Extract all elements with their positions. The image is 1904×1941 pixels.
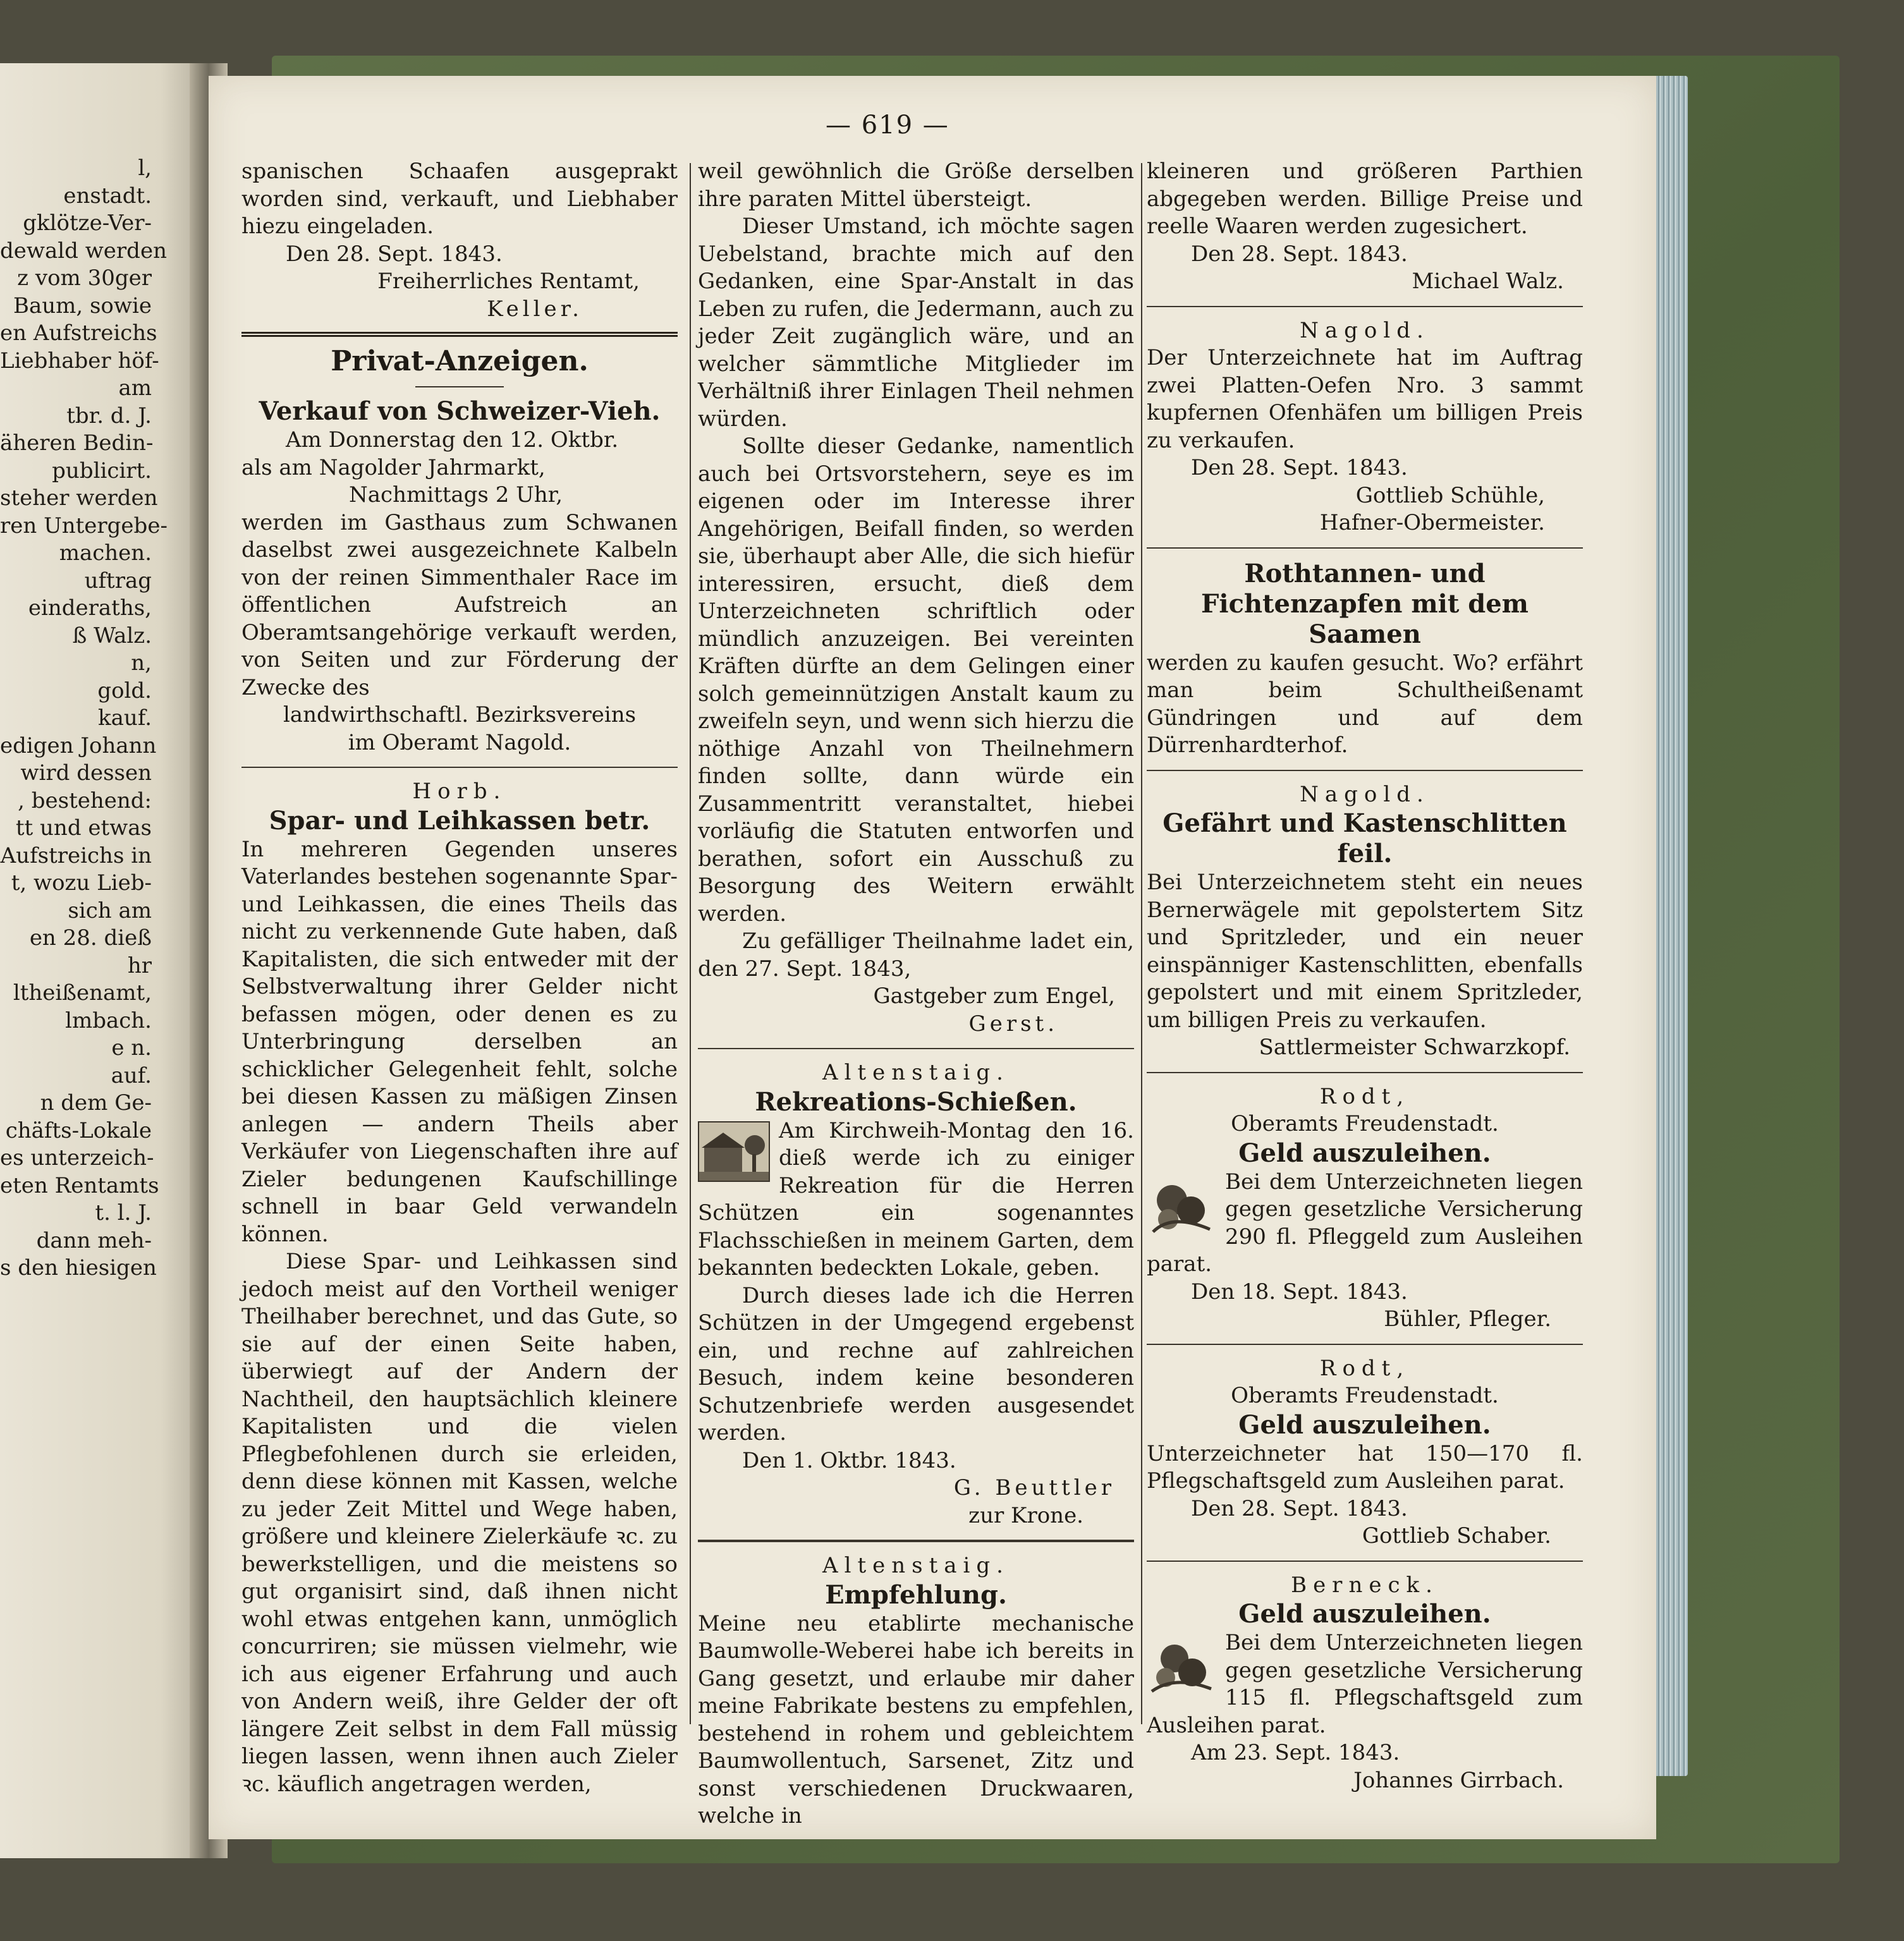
ad-title: Rekreations-Schießen. [755,1086,1077,1117]
ad-rule [698,1048,1134,1049]
left-page-line: gklötze-Ver- [23,210,152,236]
left-page-line: steher werden [0,485,158,511]
ad-rule [1147,306,1583,307]
left-page-line: uftrag [84,568,152,593]
signature: G. Beuttler [953,1475,1115,1500]
ad-rule [241,767,678,768]
left-page-line: am [118,375,152,401]
signature: Keller. [487,296,583,322]
ad-body: Der Unterzeichnete hat im Auftrag zwei Platten-Oefen Nro. 3 sammt kupfernen Ofenhäfen um billigen Preis zu verkaufen. [1147,345,1583,453]
left-page-line: l, [138,155,152,181]
ad-body: Unterzeichneter hat 150—170 fl. Pflegschaftsgeld zum Ausleihen parat. [1147,1440,1583,1494]
left-page-line: n, [131,650,152,676]
ad-body: Durch dieses lade ich die Herren Schützen in der Umgegend ergebenst ein, und rechne auf zahlreichen Besuch, indem keine besonderen Schutzenbriefe werden ausgesendet werden. [698,1282,1134,1445]
ad-place: Altenstaig. [822,1060,1010,1085]
left-page-line: s den hiesigen [0,1255,157,1281]
ad-title: Rothtannen- und Fichtenzapfen mit dem Saamen [1201,558,1529,649]
ad-place: Berneck. [1291,1572,1439,1598]
paragraph: Sollte dieser Gedanke, namentlich auch bei Ortsvorstehern, seye es im eigenen oder im Interesse ihrer Angehörigen, Beifall finden, so werden sie, überhaupt aber Alle, die sich hiefür interessiren, ersucht, dieß dem Unterzeichneten schriftlich oder mündlich anzuzeigen. Bei vereinten Kräften dürfte an dem Gelingen einer solch gemeinnützigen Anstalt kaum zu zweifeln seyn, und wenn sich hierzu die nöthige Anzahl von Theilnehmern finden sollte, dann würde ein Zusammentritt veranstaltet, hiebei vorläufig die Statuten entworfen und berathen, sofort ein Ausschuß zu Besorgung des Weitern erwählt werden. [698,434,1134,927]
ad-place: Rodt, [1319,1355,1410,1381]
paragraph: spanischen Schaafen ausgeprakt worden sind, verkauft, und Liebhaber hiezu eingeladen. [241,159,678,239]
flower-ornament-icon [1147,1175,1216,1238]
signature: Gottlieb Schühle, [1355,482,1545,508]
paragraph: kleineren und größeren Parthien abgegeben werden. Billige Preise und reelle Waaren werden zugesichert. [1147,159,1583,239]
ad-body: werden zu kaufen gesucht. Wo? erfährt man beim Schultheißenamt Gündringen und auf dem Dürrenhardterhof. [1147,650,1583,758]
column-3 [1147,158,1583,1794]
left-page-line: Baum, sowie [13,293,152,319]
ad-rule [1147,1344,1583,1345]
ad-title: Geld auszuleihen. [1238,1599,1491,1629]
signature: Hafner-Obermeister. [1319,510,1545,535]
flower-ornament-icon [1147,1636,1216,1699]
left-page-line: hr [127,952,152,978]
column-1 [241,158,678,1798]
paragraph: Zu gefälliger Theilnahme ladet ein, den 27. Sept. 1843, [698,928,1134,982]
left-page-line: Aufstreichs in [0,843,152,868]
ad-signature: landwirthschaftl. Bezirksvereins [283,702,637,727]
ad-body: Am Kirchweih-Montag den 16. dieß werde ich zu einiger Rekreation für die Herren Schützen ein sogenanntes Flachsschießen in meinem Garten, dem bekannten bedeckten Lokale, geben. [698,1117,1134,1281]
ad-body: Bei dem Unterzeichneten liegen gegen gesetzliche Versicherung 115 fl. Pflegschaftsgeld zum Ausleihen parat. [1147,1630,1583,1738]
left-page-line: t, wozu Lieb- [11,870,152,896]
signature: Sattlermeister Schwarzkopf. [1259,1035,1570,1060]
left-page-line: enstadt. [63,183,152,209]
signature: Bühler, Pfleger. [1384,1306,1551,1332]
date-line: Den 1. Oktbr. 1843. [742,1447,956,1473]
left-page-line: einderaths, [28,595,152,621]
ad-place: Nagold. [1300,317,1430,343]
ad-title: Gefährt und Kastenschlitten feil. [1163,808,1567,868]
left-page-line: en 28. dieß [29,925,152,951]
left-page-line: n dem Ge- [40,1090,152,1116]
left-page-line: dann meh- [36,1227,152,1253]
ad-place: Altenstaig. [822,1553,1010,1578]
left-page-line: edigen Johann [0,733,157,758]
column-divider [690,163,691,1724]
left-page-line: auf. [111,1062,152,1088]
ad-subplace: Oberamts Freudenstadt. [1231,1111,1499,1136]
ad-place: Horb. [412,779,507,804]
ad-line: als am Nagolder Jahrmarkt, [241,454,546,480]
ad-body: Bei dem Unterzeichneten liegen gegen gesetzliche Versicherung 290 fl. Pfleggeld zum Ausleihen parat. [1147,1169,1583,1277]
left-page-line: t. l. J. [95,1200,152,1226]
left-page-line: tbr. d. J. [66,403,152,429]
left-page-line: chäfts-Lokale [5,1117,152,1143]
left-page-line: sich am [68,897,152,923]
date-line: Den 28. Sept. 1843. [1191,241,1408,267]
short-rule [415,386,504,387]
signature: Gastgeber zum Engel, [873,983,1115,1009]
ad-rule [1147,1561,1583,1562]
column-divider [1141,163,1142,1724]
paragraph: weil gewöhnlich die Größe derselben ihre paraten Mittel übersteigt. [698,159,1134,212]
left-page-line: äheren Bedin- [0,430,154,456]
ad-body: Diese Spar- und Leihkassen sind jedoch meist auf den Vortheil weniger Theilhaber berechnet, und das Gute, so sie auf der einen Seite haben, überwiegt auf der Andern der Nachtheil, den hauptsächlich kleinere Kapitalisten und die vielen Pflegbefohlenen durch sie erleiden, denn diese können mit Kassen, welche zu jeder Zeit Mittel und Wege haben, größere und kleinere Zielerkäufe ꝛc. zu bewerkstelligen, und die meistens so gut organisirt sind, daß ihnen nicht wohl etwas entgehen kann, unmöglich concurriren; sie müssen vielmehr, wie ich aus eigener Erfahrung und auch von Andern weiß, ihre Gelder der oft längere Zeit selbst in dem Fall müssig liegen lassen, wenn ihnen auch Zieler ꝛc. käuflich angetragen werden, [241,1249,678,1797]
ad-rule [1147,770,1583,771]
left-page-line: ltheißenamt, [13,980,152,1006]
left-page-line: machen. [59,540,152,566]
date-line: Am 23. Sept. 1843. [1191,1740,1400,1765]
left-page-line: e n. [111,1035,152,1061]
left-page-line: Liebhaber höf- [0,348,159,374]
left-page-line: lmbach. [65,1007,152,1033]
signature: Michael Walz. [1412,269,1564,294]
left-page-line: ren Untergebe- [0,513,168,538]
left-page-line: dewald werden [0,238,167,264]
left-page-line: publicirt. [52,458,152,484]
left-page-line: tt und etwas [15,815,152,841]
signature: Gottlieb Schaber. [1362,1523,1551,1549]
ad-title: Spar- und Leihkassen betr. [269,805,650,836]
ad-place: Nagold. [1300,781,1430,807]
left-page-line: wird dessen [20,760,152,786]
ad-title: Geld auszuleihen. [1238,1138,1491,1168]
signature: zur Krone. [968,1502,1083,1528]
ad-subplace: Oberamts Freudenstadt. [1231,1383,1499,1408]
signature: Johannes Girrbach. [1353,1767,1564,1793]
date-line: Den 28. Sept. 1843. [1191,455,1408,480]
left-page-line: eten Rentamts [0,1172,159,1198]
ad-title: Verkauf von Schweizer-Vieh. [259,396,661,426]
left-page-line: ß Walz. [72,623,152,648]
signature: Gerst. [968,1011,1058,1037]
column-2 [698,158,1134,1830]
left-page-line: kauf. [98,705,152,731]
ad-body: Bei Unterzeichnetem steht ein neues Bernerwägele mit gepolstertem Sitz und Spritzleder, und ein neuer einspänniger Kastenschlitten, ebenfalls gepolstert und mit einem Spritzleder, um billigen Preis zu verkaufen. [1147,870,1583,1033]
date-line: Den 18. Sept. 1843. [1191,1279,1408,1305]
ad-body: Meine neu etablirte mechanische Baumwolle-Weberei habe ich bereits in Gang gesetzt, und erlaube mir daher meine Fabrikate bestens zu empfehlen, bestehend in rohem und gebleichtem Baumwollentuch, Sarsenet, Zitz und sonst verschiedenen Druckwaaren, welche in [698,1610,1134,1828]
ad-place: Rodt, [1319,1083,1410,1109]
signature: Freiherrliches Rentamt, [377,269,640,294]
section-title: Privat-Anzeigen. [331,345,589,377]
page-number: — 619 — [826,111,949,140]
left-page-line: gold. [97,678,152,703]
shooting-range-icon [698,1121,770,1182]
ad-title: Geld auszuleihen. [1238,1409,1491,1440]
ad-signature: im Oberamt Nagold. [348,729,571,755]
left-page-line: es unterzeich- [0,1145,154,1171]
ad-rule [1147,547,1583,549]
date-line: Den 28. Sept. 1843. [1191,1495,1408,1521]
ad-title: Empfehlung. [825,1579,1007,1610]
date-line: Den 28. Sept. 1843. [286,241,503,267]
left-page-column [0,155,190,1282]
left-page-line: z vom 30ger [17,265,152,291]
left-page-line: en Aufstreichs [0,320,157,346]
ad-body: In mehreren Gegenden unseres Vaterlandes bestehen sogenannte Spar- und Leihkassen, die eines Theils das nicht zu verkennende Gute haben, daß Kapitalisten, die sich entweder mit der Selbstverwaltung ihrer Gelder nicht befassen mögen, oder denen es zu Unterbringung derselben an schicklicher Gelegenheit fehlt, solche bei diesen Kassen zu mäßigen Zinsen anlegen — andern Theils aber Verkäufer von Liegenschaften ihre auf Zieler bedungenen Kaufschillinge schnell in baar Geld verwandeln können. [241,836,678,1247]
ad-rule [698,1540,1134,1542]
ad-line: Nachmittags 2 Uhr, [349,482,563,508]
ad-line: Am Donnerstag den 12. Oktbr. [286,427,619,453]
ad-body: werden im Gasthaus zum Schwanen daselbst zwei ausgezeichnete Kalbeln von der reinen Simmenthaler Race im öffentlichen Aufstreich an Oberamtsangehörige verkauft werden, von Seiten und zur Förderung der Zwecke des [241,509,678,700]
ad-rule [1147,1072,1583,1073]
paragraph: Dieser Umstand, ich möchte sagen Uebelstand, brachte mich auf den Gedanken, eine Spar-Anstalt in das Leben zu rufen, die Jedermann, auch zu jeder Zeit zugänglich wäre, und an welcher sämmtliche Mitglieder im Verhältniß ihrer Einlagen Theil nehmen würden. [698,214,1134,432]
left-page-line: , bestehend: [18,788,152,813]
section-rule [241,332,678,337]
